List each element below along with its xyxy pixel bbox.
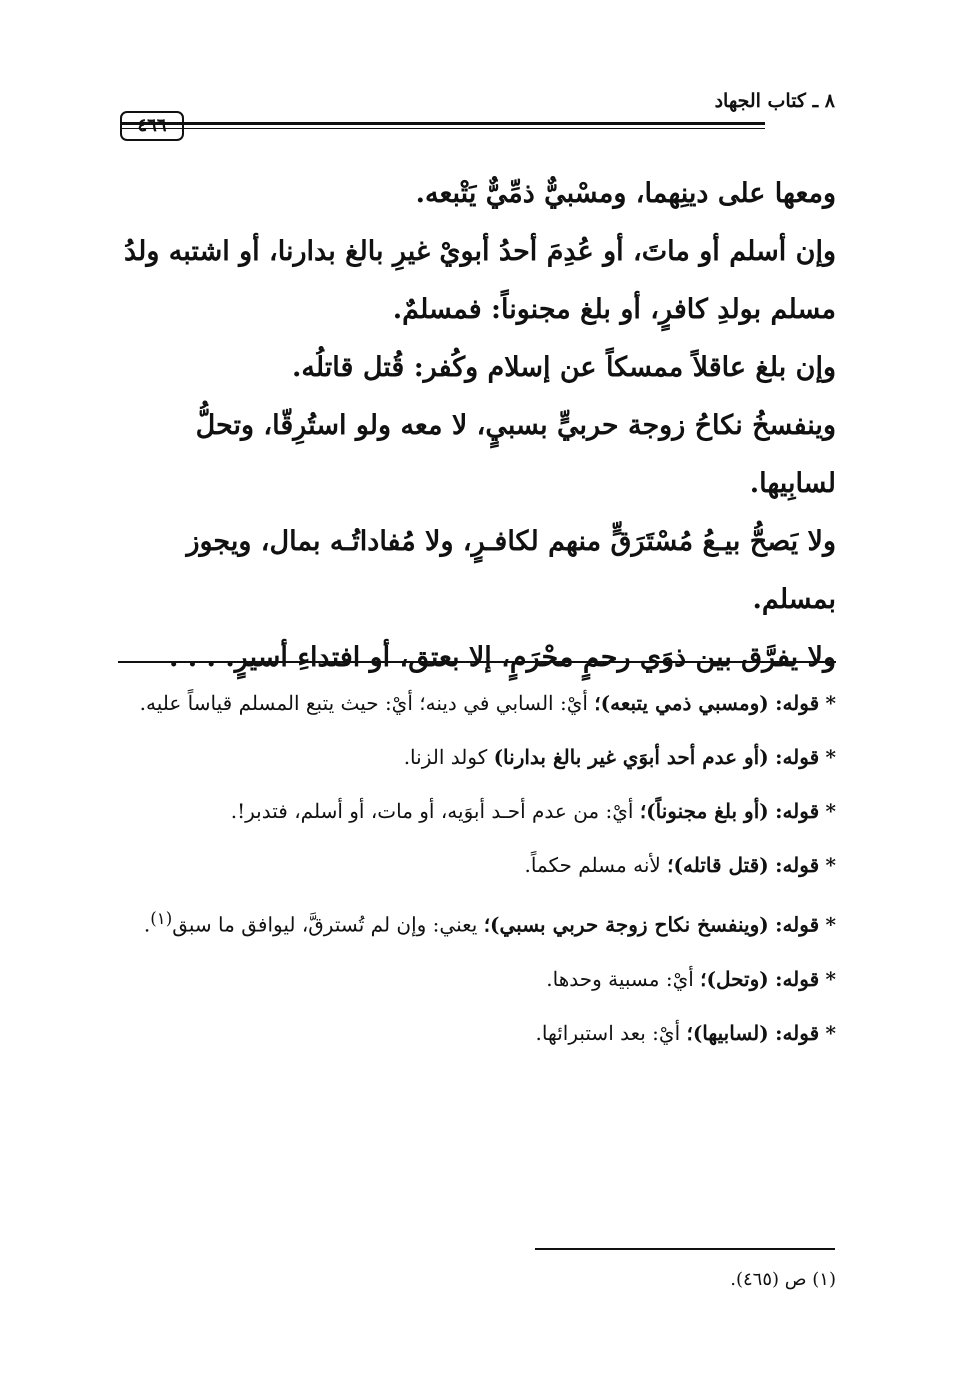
commentary-quote: (لسابيها)؛: [686, 1020, 769, 1045]
main-paragraph: وينفسخُ نكاحُ زوجة حربيٍّ بسبيٍ، لا معه ولو استُرِقّا، وتحلُّ لسابِيها.: [195, 410, 836, 499]
commentary-text: أيْ: من عدم أحـد أبوَيه، أو مات، أو أسلم، فتدبر!.: [230, 799, 640, 823]
commentary-quote: (ومسبي ذمي يتبعه)؛: [594, 691, 769, 715]
bullet-star-icon: *: [825, 745, 836, 769]
commentary-text: أيْ: مسبية وحدها.: [546, 966, 701, 991]
commentary-item: [118, 952, 836, 1006]
bullet-star-icon: *: [825, 912, 836, 937]
commentary-quote: (وتحل)؛: [700, 966, 769, 991]
footnote-rule: [535, 1248, 835, 1250]
commentary-quote: (أو بلغ مجنوناً)؛: [639, 799, 769, 823]
bullet-star-icon: *: [825, 799, 836, 823]
commentary-item: [118, 784, 836, 838]
main-text: [118, 165, 836, 687]
separator-rule: [118, 661, 836, 663]
footnote-ref[interactable]: (١): [150, 909, 173, 928]
bullet-star-icon: *: [825, 691, 836, 715]
main-paragraph: ولا يفرَّق بين ذوَي رحمٍ محْرَمٍ، إلا بعتق، أو افتداءِ أسيرٍ. . . .: [168, 642, 836, 673]
commentary-label: قوله:: [775, 691, 820, 715]
commentary-text: كولد الزنا.: [403, 745, 494, 769]
commentary-label: قوله:: [775, 799, 820, 823]
footnote-number: (١): [812, 1269, 836, 1290]
bullet-star-icon: *: [825, 853, 836, 877]
commentary: [118, 676, 836, 1060]
footnote-text: ص (٤٦٥).: [730, 1269, 807, 1290]
commentary-quote: (وينفسخ نكاح زوجة حربي بسبي)؛: [483, 912, 769, 937]
main-paragraph: وإن بلغ عاقلاً ممسكاً عن إسلام وكُفر: قُتل قاتلُه.: [291, 352, 836, 383]
commentary-item: [118, 892, 836, 952]
commentary-label: قوله:: [775, 1020, 820, 1045]
main-paragraph: ومعها على دينِهما، ومسْبيٌّ ذمِّيٌّ يَتْبعه.: [415, 178, 836, 209]
commentary-label: قوله:: [775, 853, 820, 877]
header-rule: [120, 122, 765, 125]
main-paragraph: وإن أسلم أو ماتَ، أو عُدِمَ أحدُ أبويْ غيرِ بالغ بدارنا، أو اشتبه ولدُ مسلم بولدِ كافرٍ، أو بلغ مجنوناً: فمسلمٌ.: [123, 236, 836, 325]
commentary-quote: (قتل قاتله)؛: [667, 853, 769, 877]
commentary-item: [118, 838, 836, 892]
commentary-label: قوله:: [775, 745, 820, 769]
commentary-label: قوله:: [775, 966, 820, 991]
bullet-star-icon: *: [825, 966, 836, 991]
main-paragraph: ولا يَصحُّ بيـعُ مُسْتَرَقٍّ منهم لكافـرٍ، ولا مُفاداتُـه بمال، ويجوز بمسلم.: [186, 526, 836, 615]
commentary-quote: (أو عدم أحد أبوَي غير بالغ بدارنا): [493, 745, 769, 769]
commentary-item: [118, 676, 836, 730]
commentary-item: [118, 1006, 836, 1060]
header-rule-thin: [120, 128, 765, 129]
page-number: ٤٦٦: [120, 111, 184, 141]
bullet-star-icon: *: [825, 1020, 836, 1045]
page-header: [120, 78, 835, 148]
commentary-label: قوله:: [775, 912, 820, 937]
commentary-text: لأنه مسلم حكماً.: [524, 853, 668, 877]
commentary-text: أيْ: بعد استبرائها.: [535, 1020, 687, 1045]
commentary-text: يعني: وإن لم تُسترقَّ، ليوافق ما سبق: [172, 912, 484, 937]
footnote: [118, 1266, 836, 1294]
commentary-text-end: .: [143, 912, 151, 937]
commentary-item: [118, 730, 836, 784]
commentary-text: أيْ: السابي في دينه؛ أيْ: حيث يتبع المسلم قياساً عليه.: [139, 691, 595, 715]
chapter-title: ٨ ـ كتاب الجهاد: [714, 90, 835, 112]
